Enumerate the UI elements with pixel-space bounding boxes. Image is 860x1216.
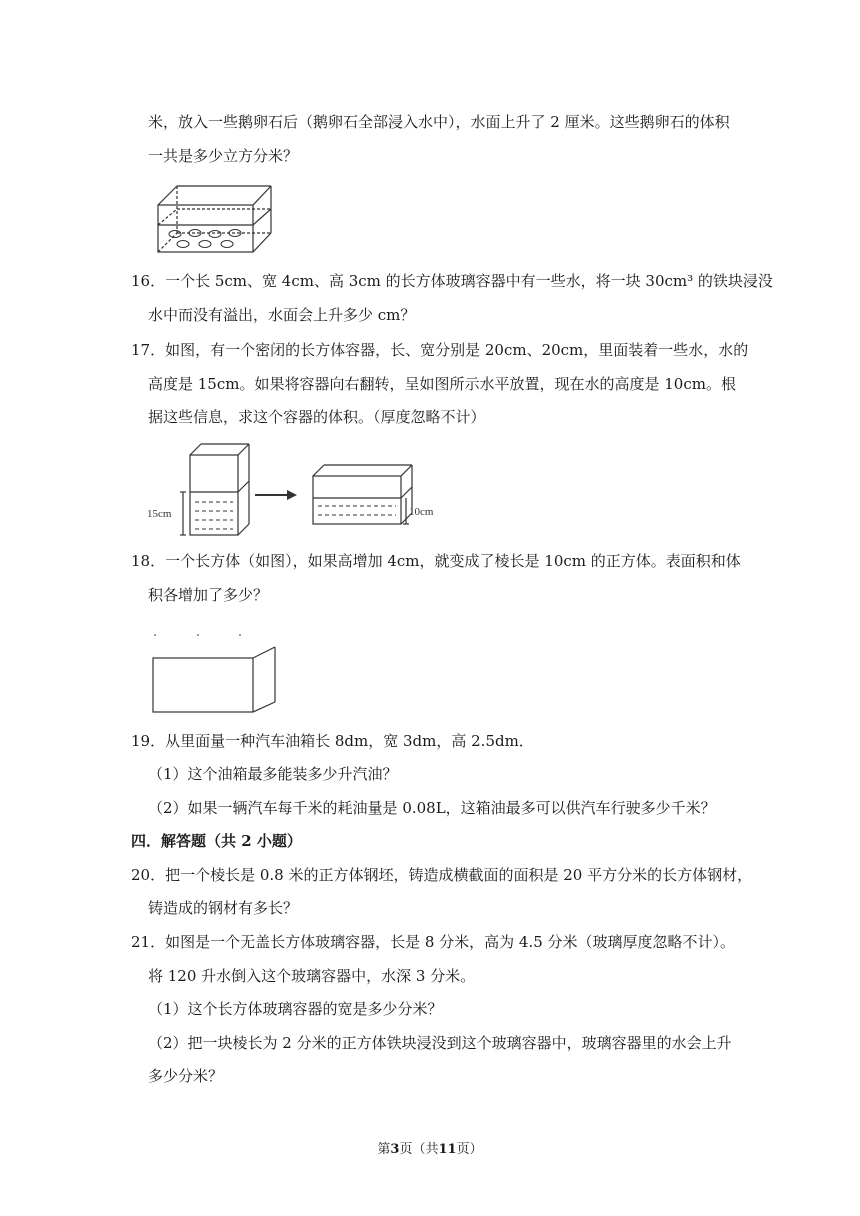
cuboid-figure — [148, 630, 278, 715]
q21-line-1: 21．如图是一个无盖长方体玻璃容器，长是 8 分米，高为 4.5 分米（玻璃厚度忽略不计）。 — [131, 933, 736, 951]
q20-line-2: 铸造成的钢材有多长？ — [148, 899, 299, 917]
q16-line-1: 16．一个长 5cm、宽 4cm、高 3cm 的长方体玻璃容器中有一些水，将一块 30cm³ 的铁块浸没 — [131, 272, 773, 290]
q15-line-1: 米，放入一些鹅卵石后（鹅卵石全部浸入水中），水面上升了 2 厘米。这些鹅卵石的体积 — [148, 113, 730, 131]
container-rotation-figure — [145, 440, 450, 540]
q19-line-1: 19．从里面量一种汽车油箱长 8dm，宽 3dm，高 2.5dm． — [131, 732, 534, 750]
q15-line-2: 一共是多少立方分米？ — [148, 147, 299, 165]
q21-sub-2b: 多少分米？ — [148, 1067, 224, 1085]
q21-sub-1: （1）这个长方体玻璃容器的宽是多少分米？ — [148, 1000, 443, 1018]
footer-page-number: 3 — [390, 1142, 400, 1157]
page-footer — [0, 1138, 860, 1157]
footer-total-pages: 11 — [438, 1142, 457, 1157]
q18-line-2: 积各增加了多少？ — [148, 586, 269, 604]
section-heading: 四．解答题（共 2 小题） — [131, 832, 302, 850]
q19-sub-1: （1）这个油箱最多能装多少升汽油？ — [148, 765, 398, 783]
pebble-tank-figure — [155, 183, 275, 255]
footer-prefix: 第 — [377, 1142, 391, 1157]
footer-suffix: 页） — [456, 1142, 483, 1157]
q19-sub-2: （2）如果一辆汽车每千米的耗油量是 0.08L，这箱油最多可以供汽车行驶多少千米？ — [148, 799, 716, 817]
label-15cm: 15cm — [147, 508, 172, 520]
footer-mid: 页（共 — [399, 1142, 439, 1157]
q17-line-2: 高度是 15cm。如果将容器向右翻转，呈如图所示水平放置，现在水的高度是 10cm。根 — [148, 375, 736, 393]
q21-sub-2a: （2）把一块棱长为 2 分米的正方体铁块浸没到这个玻璃容器中，玻璃容器里的水会上升 — [148, 1034, 732, 1052]
q20-line-1: 20．把一个棱长是 0.8 米的正方体钢坯，铸造成横截面的面积是 20 平方分米的长方体钢材， — [131, 866, 753, 884]
q17-line-3: 据这些信息，求这个容器的体积。（厚度忽略不计） — [148, 408, 486, 426]
q18-line-1: 18．一个长方体（如图），如果高增加 4cm，就变成了棱长是 10cm 的正方体。表面积和体 — [131, 552, 741, 570]
label-10cm: 10cm — [409, 506, 434, 518]
q21-line-2: 将 120 升水倒入这个玻璃容器中，水深 3 分米。 — [148, 967, 476, 985]
q17-line-1: 17．如图，有一个密闭的长方体容器，长、宽分别是 20cm、20cm，里面装着一些水，水的 — [131, 341, 749, 359]
q16-line-2: 水中而没有溢出，水面会上升多少 cm？ — [148, 306, 416, 324]
